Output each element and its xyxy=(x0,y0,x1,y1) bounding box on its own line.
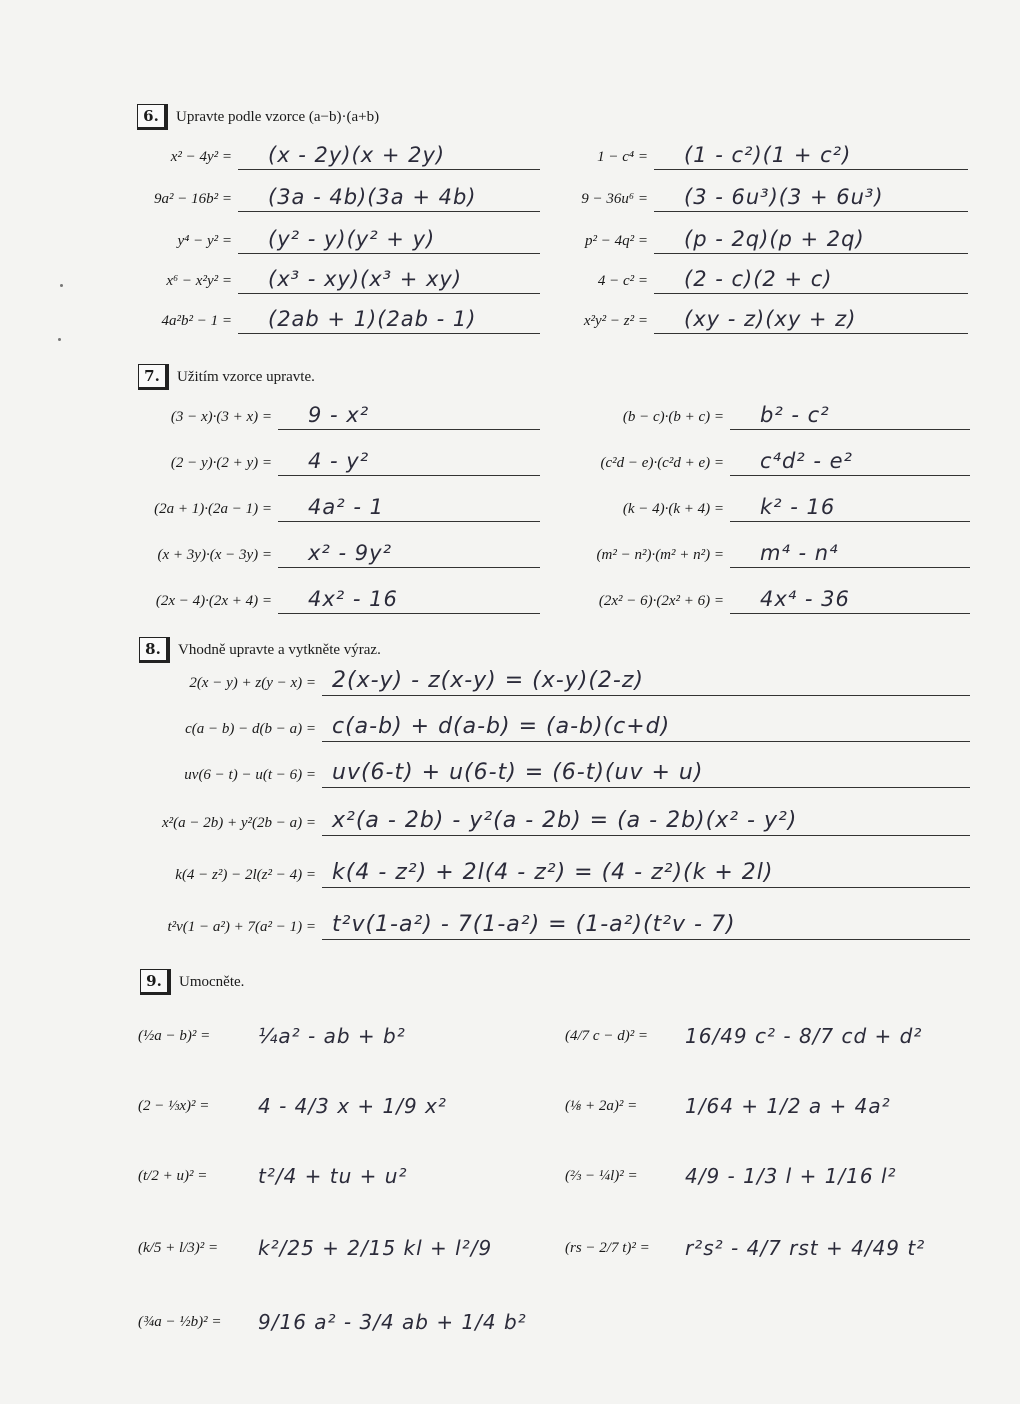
expression: x²y² − z² = xyxy=(583,313,648,329)
s7-right-row xyxy=(560,488,970,522)
expression: 1 − c⁴ = xyxy=(597,149,648,165)
expression: (t/2 + u)² = xyxy=(138,1167,208,1184)
answer-line[interactable] xyxy=(278,491,540,522)
answer-text: uv(6-t) + u(6-t) = (6-t)(uv + u) xyxy=(332,760,704,785)
expression: 4 − c² = xyxy=(597,273,648,289)
answer-line[interactable] xyxy=(730,583,970,614)
s7-right-row xyxy=(560,534,970,568)
s7-left-row xyxy=(128,442,540,476)
s8-row xyxy=(130,802,970,836)
answer-line[interactable] xyxy=(278,399,540,430)
section-number: 9. xyxy=(140,969,171,995)
expression: (b − c)·(b + c) = xyxy=(622,409,724,425)
s6-left-row xyxy=(100,136,540,170)
s9-left-row xyxy=(138,1076,447,1136)
expression: (rs − 2/7 t)² = xyxy=(565,1239,650,1256)
expression: (x + 3y)·(x − 3y) = xyxy=(157,547,272,563)
expression: 9a² − 16b² = xyxy=(154,191,232,207)
section-number: 6. xyxy=(137,104,168,130)
expression: (m² − n²)·(m² + n²) = xyxy=(596,547,724,563)
answer-line[interactable] xyxy=(238,139,540,170)
answer-text: 16/49 c² - 8/7 cd + d² xyxy=(685,1024,923,1048)
answer-line[interactable] xyxy=(654,303,968,334)
answer-text: x²(a - 2b) - y²(a - 2b) = (a - 2b)(x² - y²) xyxy=(332,808,798,833)
answer-line[interactable] xyxy=(322,757,970,788)
answer-line[interactable] xyxy=(730,537,970,568)
section-6-header xyxy=(137,104,379,130)
expression: (2 − ⅓x)² = xyxy=(138,1097,210,1114)
expression: c(a − b) − d(b − a) = xyxy=(185,721,316,737)
s6-right-row xyxy=(540,260,968,294)
answer-text: 4/9 - 1/3 l + 1/16 l² xyxy=(685,1164,897,1188)
answer-line[interactable] xyxy=(730,491,970,522)
answer-line[interactable] xyxy=(654,181,968,212)
answer-line[interactable] xyxy=(322,665,970,696)
section-title: Upravte podle vzorce (a−b)·(a+b) xyxy=(176,108,380,125)
answer-line[interactable] xyxy=(730,445,970,476)
answer-text: k²/25 + 2/15 kl + l²/9 xyxy=(258,1236,493,1260)
answer-line[interactable] xyxy=(654,139,968,170)
answer-text: 4 - y² xyxy=(308,449,370,473)
section-title: Užitím vzorce upravte. xyxy=(177,368,315,385)
expression: (k/5 + l/3)² = xyxy=(138,1239,219,1256)
expression: (¾a − ½b)² = xyxy=(138,1313,222,1330)
answer-text: (3a - 4b)(3a + 4b) xyxy=(268,185,477,209)
answer-line[interactable] xyxy=(322,909,970,940)
s9-left-row xyxy=(138,1218,492,1278)
s8-row xyxy=(130,854,970,888)
s8-row xyxy=(130,906,970,940)
s7-right-row xyxy=(560,396,970,430)
s8-row xyxy=(130,754,970,788)
section-title: Umocněte. xyxy=(179,973,245,990)
scan-speck xyxy=(58,338,61,341)
answer-text: k² - 16 xyxy=(760,495,836,519)
answer-text: (p - 2q)(p + 2q) xyxy=(684,227,865,251)
answer-line[interactable] xyxy=(238,181,540,212)
section-7-header xyxy=(138,364,315,390)
expression: (3 − x)·(3 + x) = xyxy=(170,409,272,425)
answer-text: 4x⁴ - 36 xyxy=(760,587,850,611)
expression: t²v(1 − a²) + 7(a² − 1) = xyxy=(167,919,316,935)
s8-row xyxy=(130,708,970,742)
s6-right-row xyxy=(540,220,968,254)
s9-left-row xyxy=(138,1006,406,1066)
answer-line[interactable] xyxy=(322,857,970,888)
answer-line[interactable] xyxy=(278,445,540,476)
answer-text: 4x² - 16 xyxy=(308,587,398,611)
expression: (½a − b)² = xyxy=(138,1027,211,1044)
answer-text: (2 - c)(2 + c) xyxy=(684,267,833,291)
answer-text: 2(x-y) - z(x-y) = (x-y)(2-z) xyxy=(332,668,644,693)
s7-left-row xyxy=(128,488,540,522)
s8-row xyxy=(130,662,970,696)
answer-text: b² - c² xyxy=(760,403,830,427)
answer-line[interactable] xyxy=(730,399,970,430)
section-title: Vhodně upravte a vytkněte výraz. xyxy=(178,641,381,658)
s9-right-row xyxy=(565,1146,897,1206)
expression: (k − 4)·(k + 4) = xyxy=(622,501,724,517)
s7-left-row xyxy=(128,396,540,430)
expression: (c²d − e)·(c²d + e) = xyxy=(600,455,724,471)
s6-left-row xyxy=(100,300,540,334)
expression: (4/7 c − d)² = xyxy=(565,1027,649,1044)
answer-text: (x - 2y)(x + 2y) xyxy=(268,143,446,167)
s6-right-row xyxy=(540,136,968,170)
answer-text: c⁴d² - e² xyxy=(760,449,853,473)
answer-line[interactable] xyxy=(654,263,968,294)
s9-right-row xyxy=(565,1006,922,1066)
section-number: 7. xyxy=(138,364,169,390)
expression: (2x² − 6)·(2x² + 6) = xyxy=(598,593,724,609)
answer-line[interactable] xyxy=(238,223,540,254)
expression: (2 − y)·(2 + y) = xyxy=(170,455,272,471)
expression: x⁶ − x²y² = xyxy=(166,273,232,289)
s7-left-row xyxy=(128,534,540,568)
answer-text: c(a-b) + d(a-b) = (a-b)(c+d) xyxy=(332,714,671,739)
s9-left-row xyxy=(138,1146,407,1206)
s9-right-row xyxy=(565,1076,891,1136)
answer-text: r²s² - 4/7 rst + 4/49 t² xyxy=(685,1236,926,1260)
expression: (⅔ − ¼l)² = xyxy=(565,1167,638,1184)
answer-text: (xy - z)(xy + z) xyxy=(684,307,857,331)
answer-text: ¼a² - ab + b² xyxy=(258,1024,406,1048)
expression: uv(6 − t) − u(t − 6) = xyxy=(184,767,316,783)
answer-line[interactable] xyxy=(238,303,540,334)
expression: 2(x − y) + z(y − x) = xyxy=(189,675,316,691)
s6-left-row xyxy=(100,260,540,294)
answer-text: 9/16 a² - 3/4 ab + 1/4 b² xyxy=(258,1310,527,1334)
expression: (⅛ + 2a)² = xyxy=(565,1097,638,1114)
expression: (2a + 1)·(2a − 1) = xyxy=(154,501,272,517)
s6-right-row xyxy=(540,300,968,334)
answer-text: x² - 9y² xyxy=(308,541,392,565)
answer-line[interactable] xyxy=(654,223,968,254)
answer-line[interactable] xyxy=(278,537,540,568)
s7-left-row xyxy=(128,580,540,614)
expression: y⁴ − y² = xyxy=(177,233,232,249)
answer-text: (x³ - xy)(x³ + xy) xyxy=(268,267,463,291)
answer-text: (y² - y)(y² + y) xyxy=(268,227,436,251)
answer-text: (2ab + 1)(2ab - 1) xyxy=(268,307,477,331)
s7-right-row xyxy=(560,442,970,476)
section-number: 8. xyxy=(139,637,170,663)
scan-speck xyxy=(60,284,63,287)
answer-text: 1/64 + 1/2 a + 4a² xyxy=(685,1094,891,1118)
answer-text: 4a² - 1 xyxy=(308,495,384,519)
section-9-header xyxy=(140,969,244,995)
s6-left-row xyxy=(100,220,540,254)
answer-text: m⁴ - n⁴ xyxy=(760,541,839,565)
s9-right-row xyxy=(565,1218,925,1278)
answer-text: t²/4 + tu + u² xyxy=(258,1164,408,1188)
answer-line[interactable] xyxy=(238,263,540,294)
answer-line[interactable] xyxy=(278,583,540,614)
answer-text: 4 - 4/3 x + 1/9 x² xyxy=(258,1094,447,1118)
expression: p² − 4q² = xyxy=(585,233,648,249)
expression: k(4 − z²) − 2l(z² − 4) = xyxy=(175,867,316,883)
answer-text: k(4 - z²) + 2l(4 - z²) = (4 - z²)(k + 2l) xyxy=(332,860,774,885)
answer-text: t²v(1-a²) - 7(1-a²) = (1-a²)(t²v - 7) xyxy=(332,912,736,937)
answer-text: (1 - c²)(1 + c²) xyxy=(684,143,852,167)
answer-line[interactable] xyxy=(322,711,970,742)
answer-text: (3 - 6u³)(3 + 6u³) xyxy=(684,185,884,209)
expression: x² − 4y² = xyxy=(170,149,232,165)
s9-left-row xyxy=(138,1292,527,1352)
answer-text: 9 - x² xyxy=(308,403,370,427)
expression: (2x − 4)·(2x + 4) = xyxy=(155,593,272,609)
answer-line[interactable] xyxy=(322,805,970,836)
expression: x²(a − 2b) + y²(2b − a) = xyxy=(161,815,316,831)
s6-left-row xyxy=(100,178,540,212)
section-8-header xyxy=(139,637,381,663)
expression: 9 − 36u⁶ = xyxy=(581,191,648,207)
s7-right-row xyxy=(560,580,970,614)
expression: 4a²b² − 1 = xyxy=(161,313,232,329)
s6-right-row xyxy=(540,178,968,212)
